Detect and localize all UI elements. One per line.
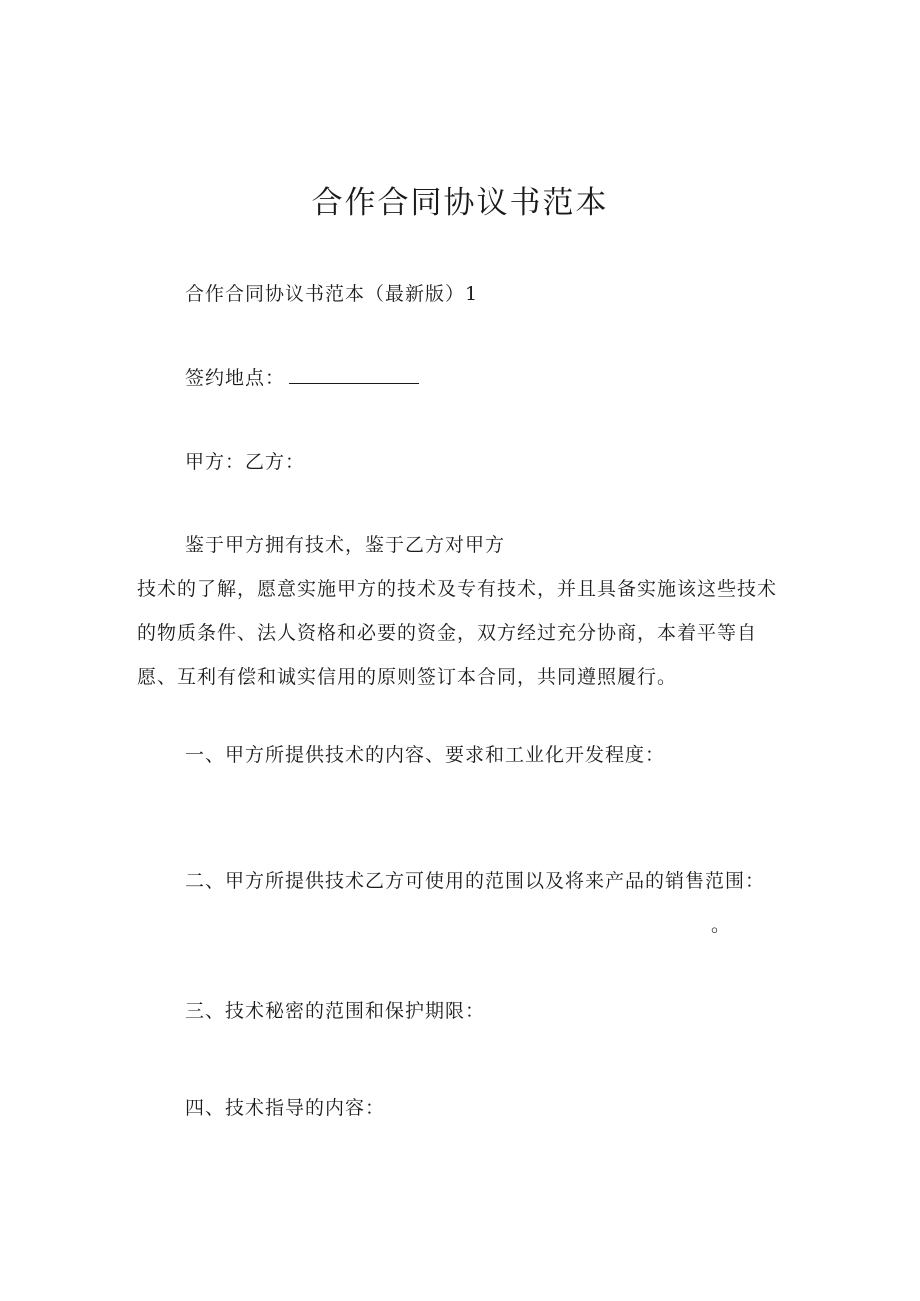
section-2-end-mark: 。 xyxy=(711,914,732,936)
preamble-line: 鉴于甲方拥有技术，鉴于乙方对甲方 xyxy=(185,534,506,556)
signing-place-label: 签约地点： xyxy=(185,367,286,389)
preamble-paragraph xyxy=(137,532,787,708)
section-1-heading: 一、甲方所提供技术的内容、要求和工业化开发程度： xyxy=(185,744,666,766)
section-3-heading: 三、技术秘密的范围和保护期限： xyxy=(185,1000,486,1022)
document-title: 合作合同协议书范本 xyxy=(311,185,609,221)
preamble-line: 愿、互利有偿和诚实信用的原则签订本合同，共同遵照履行。 xyxy=(137,666,678,688)
section-2-heading: 二、甲方所提供技术乙方可使用的范围以及将来产品的销售范围： xyxy=(185,870,766,892)
preamble-line: 技术的了解，愿意实施甲方的技术及专有技术，并且具备实施该这些技术 xyxy=(137,578,778,600)
parties-line: 甲方：乙方： xyxy=(185,451,306,473)
signing-place-blank xyxy=(289,365,419,384)
section-4-heading: 四、技术指导的内容： xyxy=(185,1097,386,1119)
preamble-line: 的物质条件、法人资格和必要的资金，双方经过充分协商，本着平等自 xyxy=(137,622,758,644)
signing-place-line xyxy=(185,365,419,391)
document-subtitle: 合作合同协议书范本（最新版）1 xyxy=(185,283,479,305)
